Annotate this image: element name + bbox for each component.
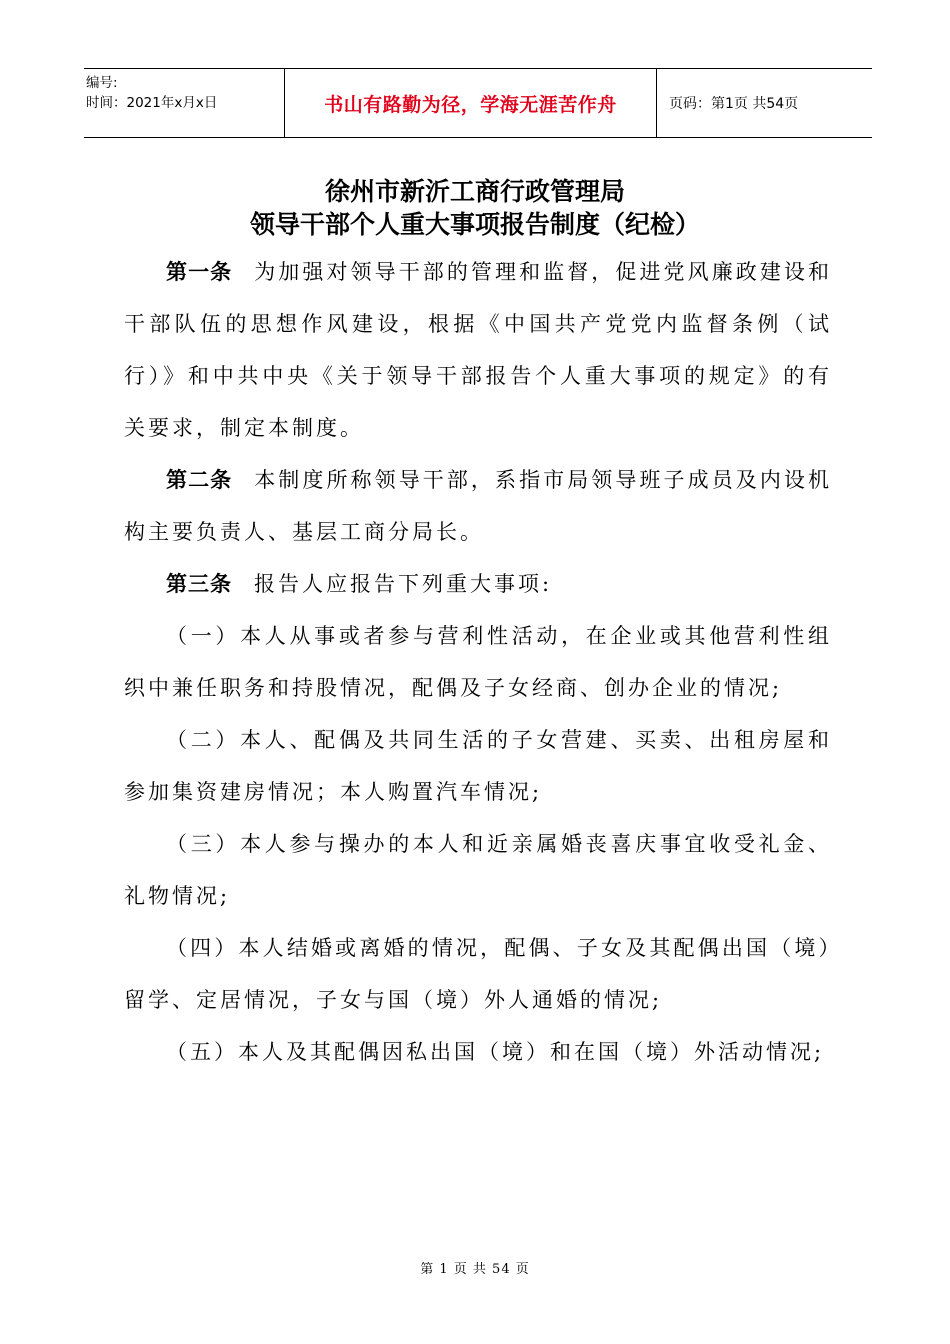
paragraph-text: （四）本人结婚或离婚的情况，配偶、子女及其配偶出国（境）留学、定居情况，子女与国（境）外人通婚的情况;: [124, 936, 832, 1012]
page-header: [84, 68, 872, 138]
paragraph-text: （一）本人从事或者参与营利性活动，在企业或其他营利性组织中兼任职务和持股情况，配偶及子女经商、创办企业的情况;: [124, 624, 832, 700]
paragraph-text: （二）本人、配偶及共同生活的子女营建、买卖、出租房屋和参加集资建房情况；本人购置汽车情况;: [124, 728, 832, 804]
page-footer: 第 1 页 共 54 页: [420, 1262, 530, 1277]
paragraph-text: （五）本人及其配偶因私出国（境）和在国（境）外活动情况;: [166, 1040, 825, 1064]
header-page-info: 页码：第1页 共54页: [669, 96, 799, 112]
paragraph-text: 为加强对领导干部的管理和监督，促进党风廉政建设和干部队伍的思想作风建设，根据《中国共产党党内监督条例（试行）》和中共中央《关于领导干部报告个人重大事项的规定》的有关要求，制定本制度。: [124, 260, 833, 440]
document-time-label: 时间：2021年x月x日: [86, 95, 218, 111]
document-title-line2: 领导干部个人重大事项报告制度（纪检）: [249, 210, 700, 239]
article-label: 第三条: [166, 572, 232, 596]
article-label: 第一条: [166, 260, 233, 284]
paragraph-text: 报告人应报告下列重大事项:: [254, 572, 553, 596]
paragraph-article-3: [124, 558, 832, 610]
paragraph-article-2: [124, 454, 832, 558]
list-item-2: [124, 714, 832, 818]
header-meta: [84, 69, 285, 137]
header-motto: 书山有路勤为径，学海无涯苦作舟: [285, 69, 657, 137]
document-number-label: 编号:: [86, 75, 118, 91]
document-title-line1: 徐州市新沂工商行政管理局: [324, 177, 625, 206]
document-body: [124, 246, 832, 1078]
paragraph-article-1: [124, 246, 832, 454]
list-item-3: [124, 818, 832, 922]
article-label: 第二条: [166, 468, 233, 492]
list-item-1: [124, 610, 832, 714]
list-item-4: [124, 922, 832, 1026]
list-item-5: [124, 1026, 832, 1078]
paragraph-text: 本制度所称领导干部，系指市局领导班子成员及内设机构主要负责人、基层工商分局长。: [124, 468, 833, 544]
paragraph-text: （三）本人参与操办的本人和近亲属婚丧喜庆事宜收受礼金、礼物情况;: [124, 832, 832, 908]
